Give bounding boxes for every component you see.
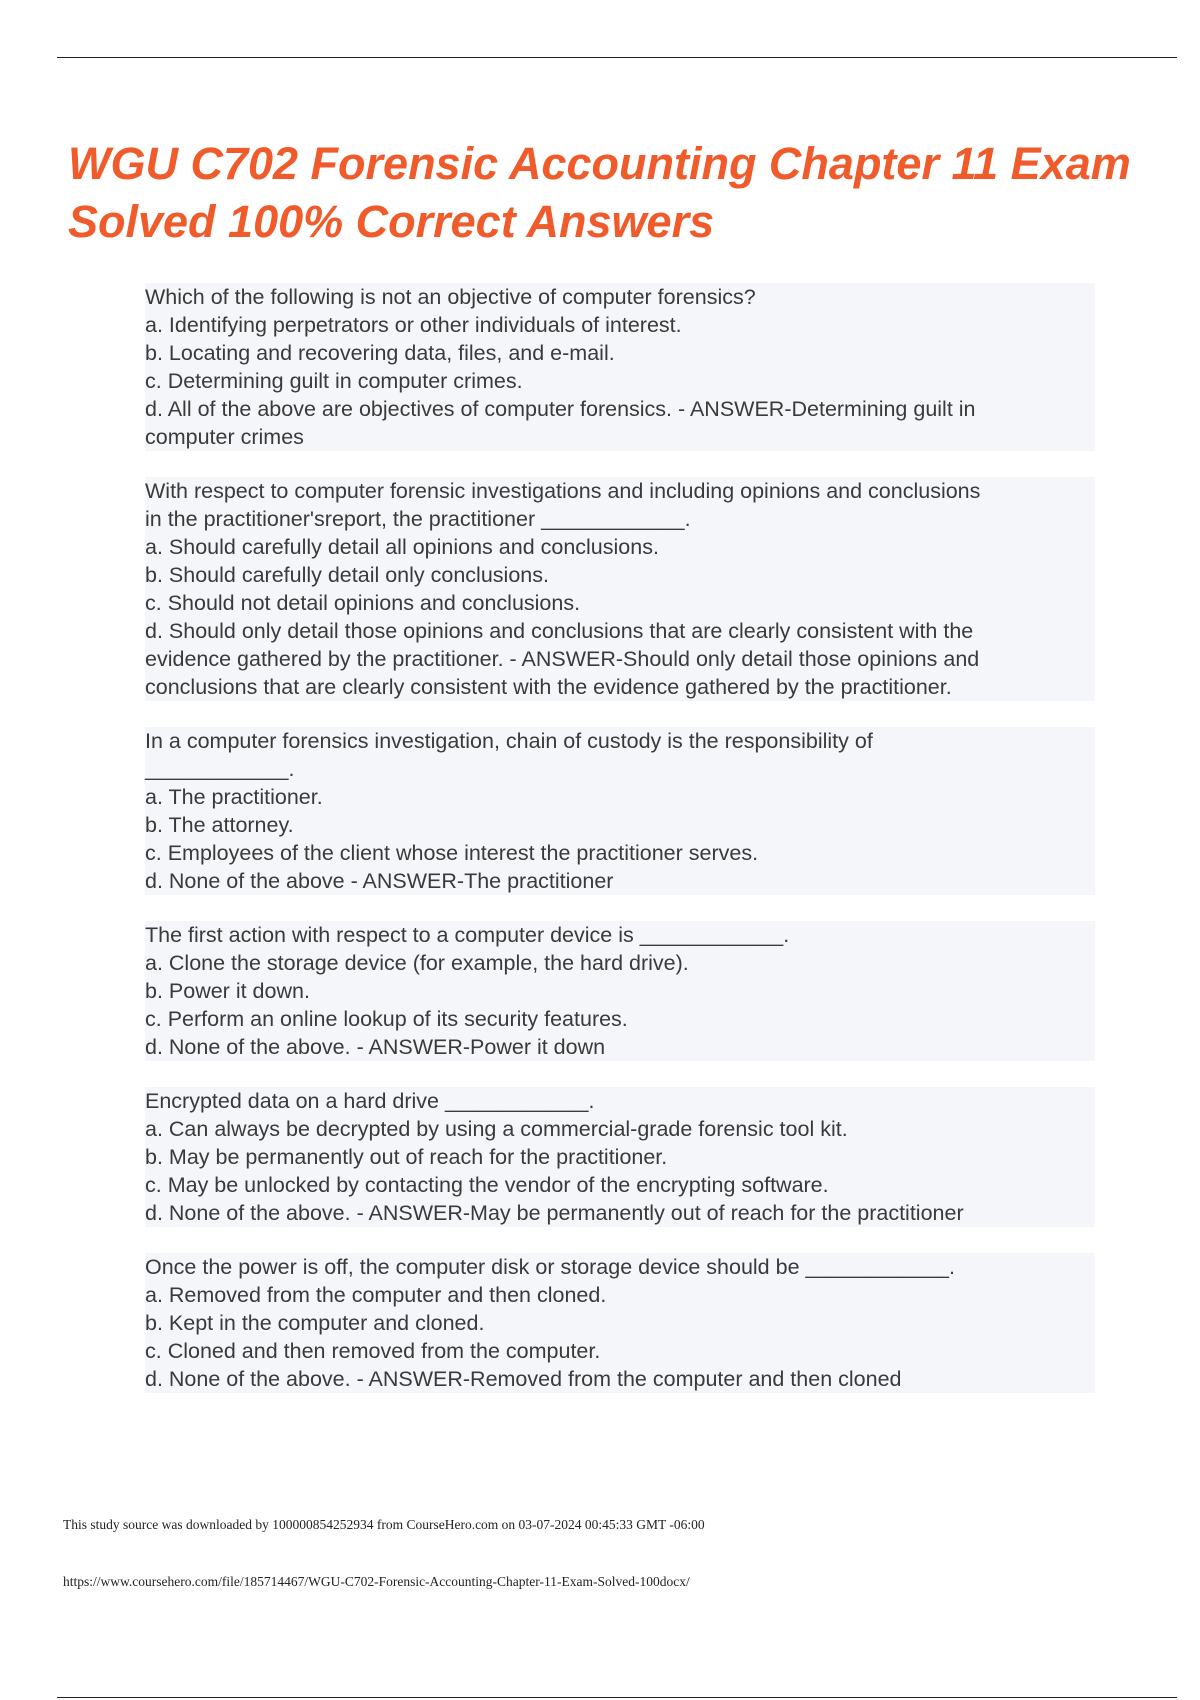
option-d-answer: d. None of the above. - ANSWER-Removed from the computer and then cloned — [145, 1365, 1095, 1393]
question-text: With respect to computer forensic investigations and including opinions and conclusions — [145, 477, 1095, 505]
option-d-answer: d. None of the above. - ANSWER-May be permanently out of reach for the practitioner — [145, 1199, 1095, 1227]
option-c: c. Perform an online lookup of its security features. — [145, 1005, 1095, 1033]
title-line-1: WGU C702 Forensic Accounting Chapter 11 Exam — [68, 138, 1131, 189]
option-a: a. Can always be decrypted by using a commercial-grade forensic tool kit. — [145, 1115, 1095, 1143]
question-block — [145, 1253, 1095, 1393]
question-list — [145, 283, 1095, 1419]
question-text-continuation: in the practitioner'sreport, the practitioner ____________. — [145, 505, 1095, 533]
answer-continuation: conclusions that are clearly consistent with the evidence gathered by the practitioner. — [145, 673, 1095, 701]
source-url: https://www.coursehero.com/file/185714467/WGU-C702-Forensic-Accounting-Chapter-11-Exam-Solved-100docx/ — [63, 1574, 690, 1589]
option-b: b. The attorney. — [145, 811, 1095, 839]
top-rule — [57, 57, 1177, 58]
option-c: c. Should not detail opinions and conclusions. — [145, 589, 1095, 617]
option-a: a. Clone the storage device (for example, the hard drive). — [145, 949, 1095, 977]
option-b: b. Power it down. — [145, 977, 1095, 1005]
question-block — [145, 477, 1095, 701]
question-block — [145, 1087, 1095, 1227]
option-d: d. Should only detail those opinions and conclusions that are clearly consistent with the — [145, 617, 1095, 645]
option-d-answer: d. All of the above are objectives of computer forensics. - ANSWER-Determining guilt in — [145, 395, 1095, 423]
document-title — [68, 135, 1200, 251]
option-b: b. Kept in the computer and cloned. — [145, 1309, 1095, 1337]
option-c: c. Determining guilt in computer crimes. — [145, 367, 1095, 395]
answer-text: evidence gathered by the practitioner. - ANSWER-Should only detail those opinions and — [145, 645, 1095, 673]
question-blank: ____________. — [145, 755, 1095, 783]
bottom-rule — [57, 1697, 1177, 1698]
option-a: a. Should carefully detail all opinions and conclusions. — [145, 533, 1095, 561]
option-c: c. May be unlocked by contacting the vendor of the encrypting software. — [145, 1171, 1095, 1199]
question-text: Encrypted data on a hard drive ____________. — [145, 1087, 1095, 1115]
option-b: b. Locating and recovering data, files, and e-mail. — [145, 339, 1095, 367]
question-block — [145, 727, 1095, 895]
option-a: a. Identifying perpetrators or other individuals of interest. — [145, 311, 1095, 339]
question-text: Which of the following is not an objective of computer forensics? — [145, 283, 1095, 311]
question-block — [145, 921, 1095, 1061]
question-text: In a computer forensics investigation, chain of custody is the responsibility of — [145, 727, 1095, 755]
option-a: a. The practitioner. — [145, 783, 1095, 811]
title-line-2: Solved 100% Correct Answers — [68, 196, 715, 247]
question-block — [145, 283, 1095, 451]
answer-continuation: computer crimes — [145, 423, 1095, 451]
question-text: The first action with respect to a computer device is ____________. — [145, 921, 1095, 949]
option-a: a. Removed from the computer and then cloned. — [145, 1281, 1095, 1309]
option-b: b. May be permanently out of reach for the practitioner. — [145, 1143, 1095, 1171]
option-b: b. Should carefully detail only conclusions. — [145, 561, 1095, 589]
question-text: Once the power is off, the computer disk or storage device should be ____________. — [145, 1253, 1095, 1281]
option-c: c. Employees of the client whose interest the practitioner serves. — [145, 839, 1095, 867]
download-source-note: This study source was downloaded by 100000854252934 from CourseHero.com on 03-07-2024 00:45:33 GMT -06:00 — [63, 1517, 705, 1532]
option-d-answer: d. None of the above - ANSWER-The practitioner — [145, 867, 1095, 895]
option-c: c. Cloned and then removed from the computer. — [145, 1337, 1095, 1365]
option-d-answer: d. None of the above. - ANSWER-Power it down — [145, 1033, 1095, 1061]
